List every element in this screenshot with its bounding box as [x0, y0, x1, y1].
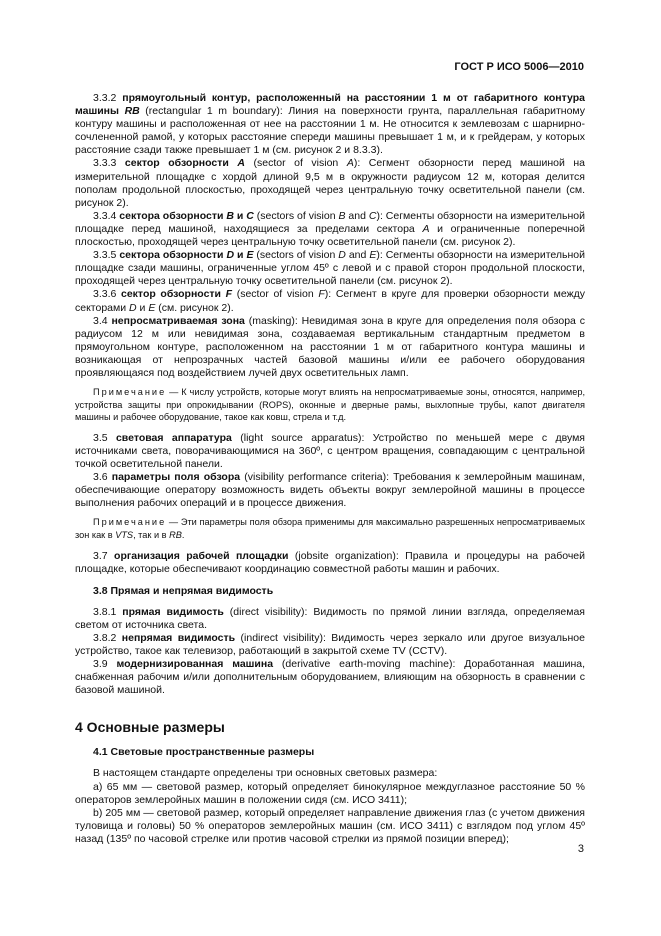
- text-run: — К числу устройств, которые могут влиять на непросматриваемые зоны, относятся, например, устройства защиты при опрокидывании (ROPS), оконные и дверные рамы, выхлопные трубы, капот двигателя машины и рабочее оборудование, такое как ковш, стрела и т.д.: [75, 387, 585, 423]
- text-run: (masking): Невидимая зона в круге для определения поля обзора с радиусом 12 м или невидимая зона, создаваемая вертикальным стандартным предметом в прямоугольном контуре, расположенном на расстоянии 1 м от габаритного контура машины и возникающая от непрозрачных частей базовой машины и/или ее рабочего оборудования проявляющаяся под воздействием лучей двух осветительных ламп.: [75, 314, 585, 379]
- paragraph: [75, 781, 585, 807]
- text-run: D: [226, 249, 235, 262]
- text-run: 3.4: [93, 314, 112, 327]
- paragraph: [75, 288, 585, 314]
- text-run: and: [345, 209, 369, 222]
- text-run: (sectors of vision: [253, 209, 339, 222]
- text-run: 3.3.5: [93, 249, 120, 262]
- text-run: сектора обзорности: [119, 249, 227, 262]
- text-run: C: [368, 209, 377, 222]
- text-run: ): Сегмент обзорности перед машиной на измерительной площадке с хордой длиной 9,5 м в окружности радиусом 12 м, которая делится пополам продольной плоскостью, проходящей через центральную точку осветительной панели (см. рисунок 2).: [75, 157, 586, 209]
- text-run: (sector of vision: [244, 157, 347, 170]
- text-run: 3.9: [93, 658, 117, 671]
- section-heading: [75, 585, 585, 598]
- text-run: E: [148, 301, 156, 314]
- text-run: a) 65 мм — световой размер, который определяет бинокулярное междуглазное расстояние 50 % операторов землеройных машин в положении сидя (см. ИСО 3411);: [75, 780, 585, 806]
- text-run: прямоугольный контур, расположенный на расстоянии 1 м от габаритного контура машины: [75, 92, 585, 118]
- text-run: D: [338, 249, 346, 262]
- text-run: (direct visibility): Видимость по прямой линии взгляда, определяемая светом от источника света.: [75, 605, 585, 631]
- text-run: 3.7: [93, 549, 115, 562]
- text-run: and: [345, 249, 370, 262]
- text-run: B: [338, 209, 346, 222]
- text-run: сектор обзорности: [121, 288, 226, 301]
- text-run: F: [318, 288, 325, 301]
- text-run: (sector of vision: [232, 288, 319, 301]
- text-run: (sectors of vision: [253, 249, 339, 262]
- text-run: (light source apparatus): Устройство по меньшей мере с двумя источниками света, поворачивающимися на 360º, с центром вращения, совпадающим с центральной точкой осветительной панели.: [75, 431, 585, 471]
- text-run: (indirect visibility): Видимость через зеркало или другое визуальное устройство, такое как телевизор, работающий в закрытой схеме TV (CCTV).: [75, 631, 585, 658]
- text-run: ): Сегмент в круге для проверки обзорности между секторами: [75, 288, 585, 314]
- document-code-header: ГОСТ Р ИСО 5006—2010: [454, 61, 584, 73]
- text-run: сектора обзорности: [119, 209, 227, 222]
- section-heading: [75, 746, 585, 759]
- text-run: A: [237, 157, 245, 170]
- paragraph: [75, 315, 585, 380]
- paragraph: [75, 471, 585, 510]
- text-run: 3.5: [93, 431, 116, 444]
- text-run: 3.8.1: [93, 605, 123, 618]
- text-run: 3.3.2: [93, 92, 123, 104]
- text-run: прямая видимость: [122, 605, 224, 618]
- text-run: E: [246, 249, 254, 262]
- paragraph: [75, 767, 585, 780]
- text-run: (derivative earth-moving machine): Доработанная машина, снабженная рабочим и/или дополнительным оборудованием, влияющим на обзорность в сравнении с базовой машиной.: [75, 658, 585, 697]
- text-run: 3.3.6: [93, 288, 121, 301]
- text-run: , так и в: [133, 530, 170, 540]
- paragraph: [75, 432, 585, 471]
- text-run: 4 Основные размеры: [75, 719, 225, 736]
- paragraph: [75, 157, 585, 209]
- text-run: ): Сегменты обзорности на измерительной площадке перед машиной, находящиеся за пределами сектора: [75, 209, 585, 235]
- note-paragraph: [75, 386, 585, 424]
- text-run: световая аппаратура: [115, 431, 232, 444]
- document-body: [75, 92, 585, 846]
- text-run: и: [234, 249, 247, 262]
- paragraph: [75, 632, 585, 658]
- paragraph: [75, 658, 585, 697]
- note-paragraph: [75, 516, 585, 541]
- text-run: 3.8 Прямая и непрямая видимость: [93, 584, 274, 597]
- paragraph: [75, 249, 585, 288]
- text-run: ): Сегменты обзорности на измерительной площадке сзади машины, ограниченные углом 45º с левой и с правой сторон продольной плоскости, проходящей через центральную точку осветительной панели (см. рисунок 2).: [75, 249, 585, 288]
- text-run: непросматриваемая зона: [111, 314, 245, 327]
- text-run: RB: [169, 530, 182, 540]
- text-run: параметры поля обзора: [111, 471, 241, 484]
- text-run: A: [422, 222, 430, 235]
- section-heading: [75, 719, 585, 735]
- paragraph: [75, 550, 585, 576]
- text-run: (rectangular 1 m boundary): Линия на поверхности грунта, параллельная габаритному контуру машины и расположенная от нее на расстоянии 1 м. Не относится к землевозам с шарнирно-сочлененной рамой, у которых расстояние спереди машины превышает 1 м, и к грейдерам, у которых расстояние сзади также превышает 1 м (см. рисунок 2 и 8.3.3).: [75, 105, 586, 157]
- text-run: RB: [124, 105, 140, 118]
- text-run: Примечание: [93, 387, 167, 398]
- text-run: и: [233, 209, 247, 222]
- text-run: C: [246, 209, 254, 222]
- text-run: 3.3.4: [93, 209, 120, 222]
- text-run: (jobsite organization): Правила и процедуры на рабочей площадке, которые обеспечивают координацию совместной работы машин и рабочих.: [75, 549, 586, 575]
- text-run: Примечание: [93, 517, 167, 528]
- text-run: VTS: [115, 530, 134, 540]
- text-run: F: [225, 288, 233, 301]
- text-run: .: [181, 530, 185, 540]
- paragraph: [75, 807, 585, 846]
- text-run: сектор обзорности: [124, 157, 238, 170]
- text-run: В настоящем стандарте определены три основных световых размера:: [93, 767, 438, 780]
- text-run: непрямая видимость: [121, 631, 236, 644]
- text-run: и: [136, 301, 149, 314]
- text-run: B: [226, 209, 234, 222]
- paragraph: [75, 606, 585, 632]
- text-run: (visibility performance criteria): Требования к землеройным машинам, обеспечивающие оператору возможность видеть объекты вокруг землеройной машины в процессе выполнения рабочих операций и в процессе движения.: [75, 471, 585, 510]
- text-run: D: [129, 301, 137, 314]
- paragraph: [75, 92, 585, 157]
- text-run: — Эти параметры поля обзора применимы для максимально разрешенных непросматриваемых зон как в: [75, 517, 585, 540]
- page-number: 3: [577, 843, 584, 855]
- text-run: 3.3.3: [93, 157, 125, 170]
- text-run: 4.1 Световые пространственные размеры: [93, 746, 315, 759]
- paragraph: [75, 210, 585, 249]
- text-run: 3.6: [93, 471, 112, 484]
- text-run: (см. рисунок 2).: [155, 301, 234, 314]
- text-run: модернизированная машина: [116, 658, 274, 671]
- text-run: A: [346, 157, 354, 170]
- text-run: E: [369, 249, 377, 262]
- text-run: и ограниченные поперечной плоскостью, проходящей через центральную точку осветительной панели (см. рисунок 2).: [75, 222, 585, 249]
- text-run: организация рабочей площадки: [114, 549, 289, 562]
- text-run: b) 205 мм — световой размер, который определяет направление движения глаз (с учетом движения туловища и головы) 50 % операторов землеройных машин (см. ИСО 3411) с взглядом под углом 45º назад (135º по часовой стрелке или против часовой стрелки из прямой позиции вперед);: [75, 806, 585, 845]
- text-run: 3.8.2: [93, 631, 122, 644]
